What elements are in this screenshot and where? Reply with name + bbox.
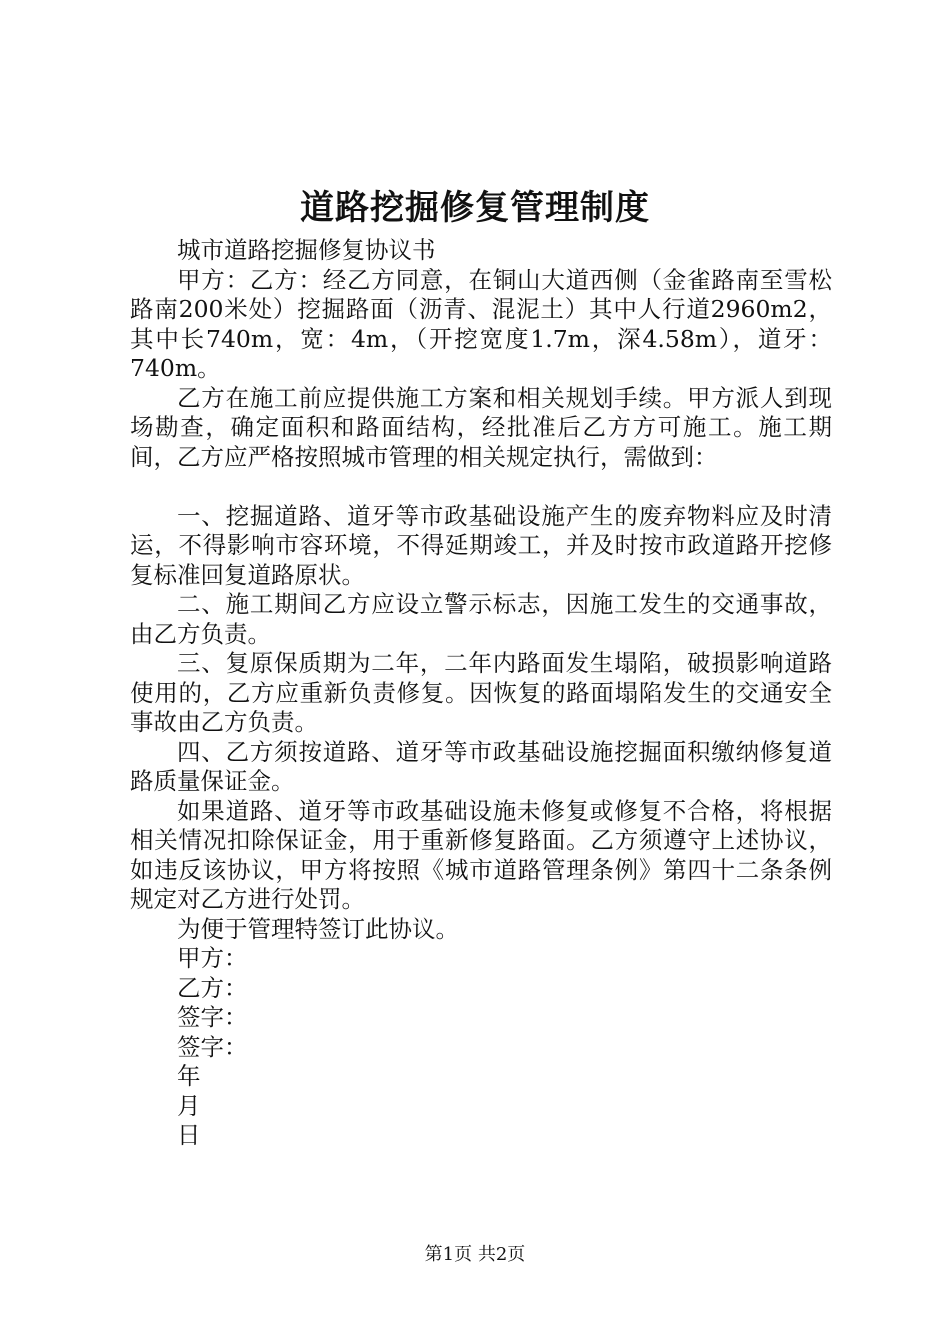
agreement-heading: 城市道路挖掘修复协议书: [177, 236, 436, 264]
signature-sign-1: 签字：: [177, 1003, 248, 1031]
date-day: 日: [177, 1121, 201, 1149]
clause-1: 一、挖掘道路、道牙等市政基础设施产生的废弃物料应及时清运，不得影响市容环境，不得延期竣工，并及时按市政道路开挖修复标准回复道路原状。: [130, 501, 832, 589]
date-year: 年: [177, 1062, 201, 1090]
paragraph-parties: 甲方：乙方：经乙方同意，在铜山大道西侧（金雀路南至雪松路南200米处）挖掘路面（沥青、混泥土）其中人行道2960m2，其中长740m，宽：4m，（开挖宽度1.7m，深4.58m），道牙：740m。: [130, 265, 832, 382]
clause-3: 三、复原保质期为二年，二年内路面发生塌陷，破损影响道路使用的，乙方应重新负责修复。因恢复的路面塌陷发生的交通安全事故由乙方负责。: [130, 649, 832, 736]
signature-party-a: 甲方：: [177, 944, 248, 972]
document-title: 道路挖掘修复管理制度: [300, 188, 650, 228]
signature-sign-2: 签字：: [177, 1032, 248, 1061]
clause-2: 二、施工期间乙方应设立警示标志，因施工发生的交通事故，由乙方负责。: [130, 590, 832, 648]
document-body: [130, 236, 832, 1151]
signature-party-b: 乙方：: [177, 973, 248, 1002]
date-month: 月: [177, 1091, 201, 1120]
page-number-footer: 第1页 共2页: [424, 1244, 526, 1265]
paragraph-penalty: 如果道路、道牙等市政基础设施未修复或修复不合格，将根据相关情况扣除保证金，用于重新修复路面。乙方须遵守上述协议，如违反该协议，甲方将按照《城市道路管理条例》第四十二条条例规定对乙方进行处罚。: [130, 796, 832, 913]
clause-4: 四、乙方须按道路、道牙等市政基础设施挖掘面积缴纳修复道路质量保证金。: [130, 737, 832, 795]
paragraph-requirements: 乙方在施工前应提供施工方案和相关规划手续。甲方派人到现场勘查，确定面积和路面结构，经批准后乙方方可施工。施工期间，乙方应严格按照城市管理的相关规定执行，需做到：: [130, 383, 832, 471]
paragraph-closing: 为便于管理特签订此协议。: [177, 914, 459, 943]
